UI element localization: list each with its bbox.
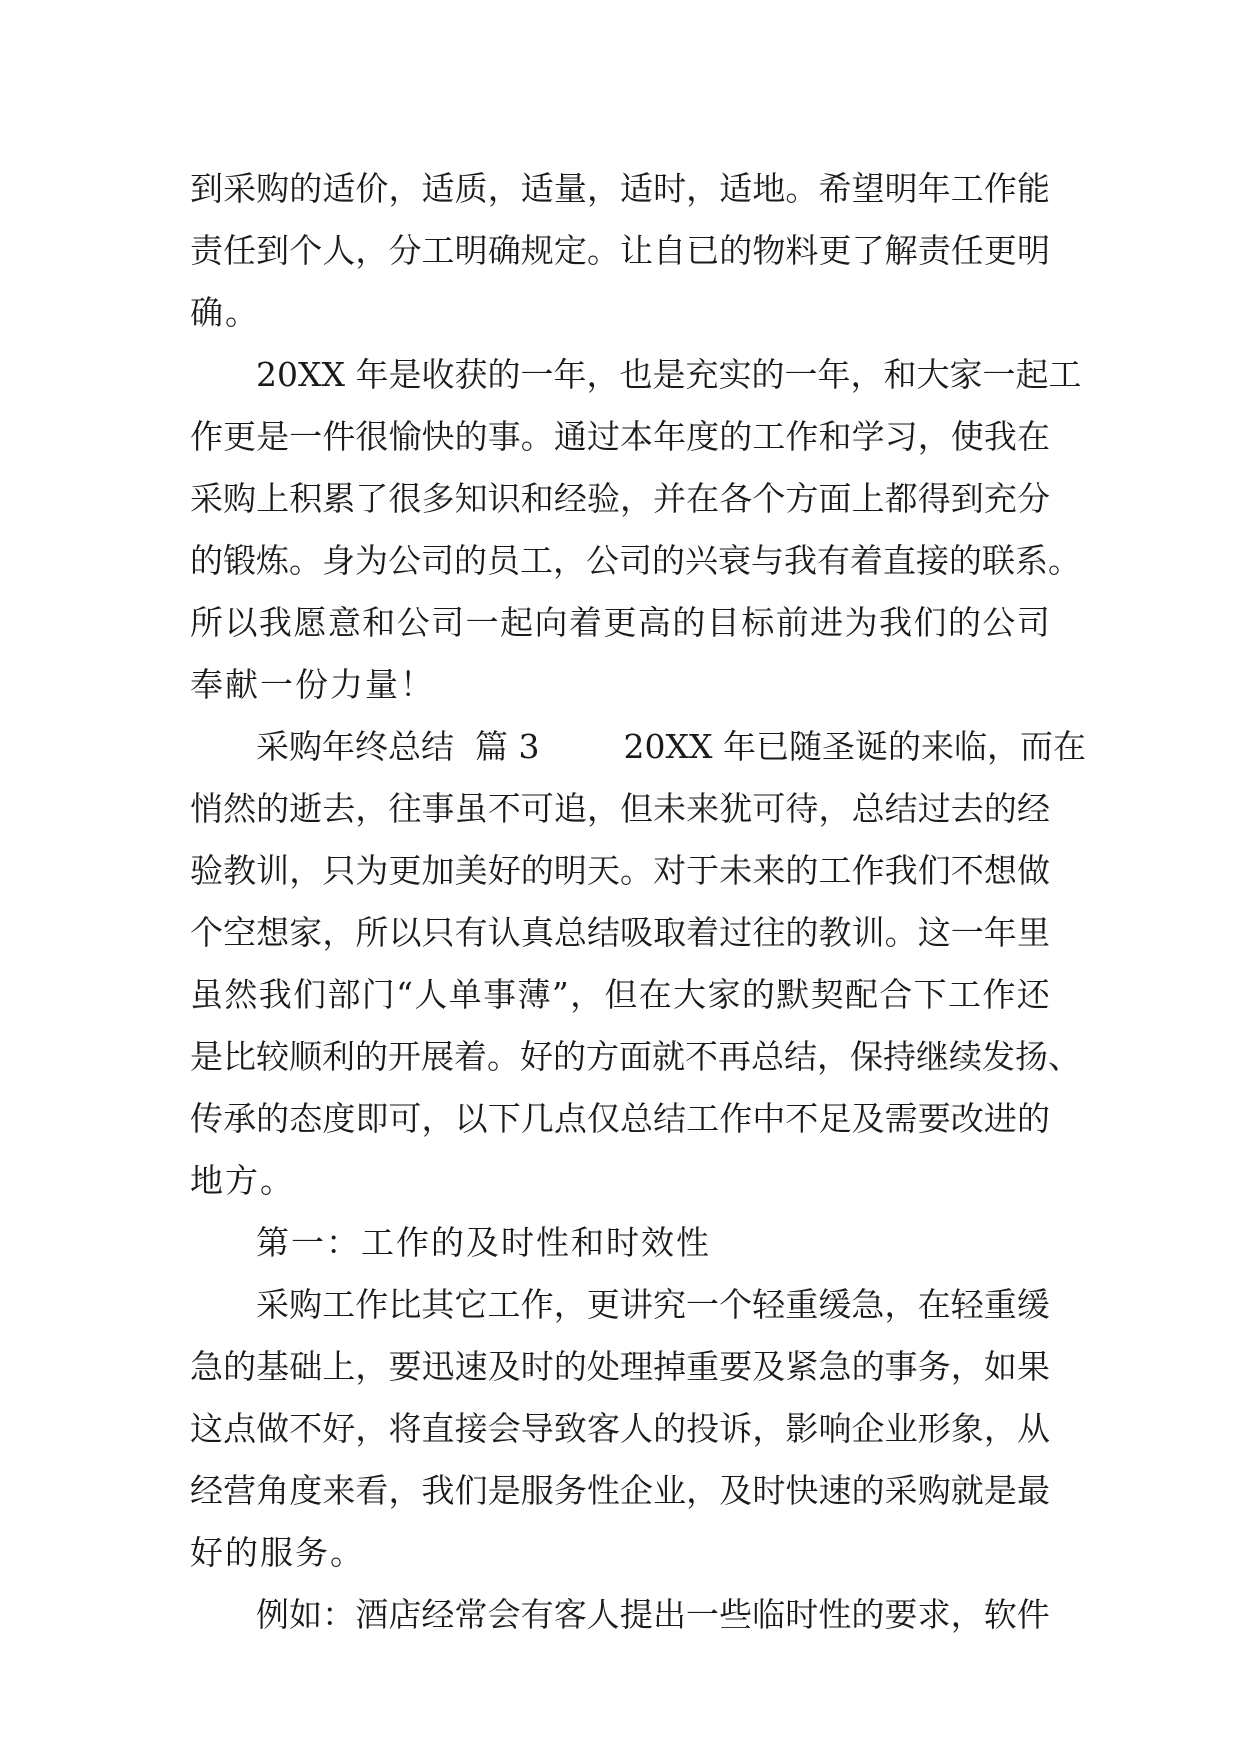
text-line: 的 锻 炼 。 身 为 公 司 的 员 工 ， 公 司 的 兴 衰 与 我 有 着 直 接 的 联 系 。 [190,541,1081,580]
text-line: 急 的 基 础 上 ， 要 迅 速 及 时 的 处 理 掉 重 要 及 紧 急 的 事 务 ， 如 果 [190,1347,1050,1386]
text-line: 到 采 购 的 适 价 ， 适 质 ， 适 量 ， 适 时 ， 适 地 。 希 望 明 年 工 作 能 [190,169,1050,208]
text-line: 个 空 想 家 ， 所 以 只 有 认 真 总 结 吸 取 着 过 往 的 教 训 。 这 一 年 里 [190,913,1050,952]
text-line: 好的服务。 [190,1533,365,1572]
text-line: 经 营 角 度 来 看 ， 我 们 是 服 务 性 企 业 ， 及 时 快 速 的 采 购 就 是 最 [190,1471,1050,1510]
text-line: 作 更 是 一 件 很 愉 快 的 事 。 通 过 本 年 度 的 工 作 和 学 习 ， 使 我 在 [190,417,1050,456]
text-line: 这 点 做 不 好 ， 将 直 接 会 导 致 客 人 的 投 诉 ， 影 响 企 业 形 象 ， 从 [190,1409,1050,1448]
text-line: 责 任 到 个 人 ， 分 工 明 确 规 定 。 让 自 已 的 物 料 更 了 解 责 任 更 明 [190,231,1050,270]
text-line: 是 比 较 顺 利 的 开 展 着 。 好 的 方 面 就 不 再 总 结 ， 保 持 继 续 发 扬 、 [190,1037,1081,1076]
text-line: 采 购 工 作 比 其 它 工 作 ， 更 讲 究 一 个 轻 重 缓 急 ， 在 轻 重 缓 [256,1285,1050,1324]
text-line: 采 购 上 积 累 了 很 多 知 识 和 经 验 ， 并 在 各 个 方 面 上 都 得 到 充 分 [190,479,1050,518]
subheading-line: 第一：工作的及时性和时效性 [256,1223,711,1262]
document-body [190,158,1086,1646]
text-line: 地方。 [190,1161,295,1200]
text-line: 确。 [190,293,260,332]
section-heading-line: 采 购 年 终 总 结 篇 3 2 0 X X 年 已 随 圣 诞 的 来 临 ， 而 在 [256,727,1086,766]
text-line: 传 承 的 态 度 即 可 ， 以 下 几 点 仅 总 结 工 作 中 不 足 及 需 要 改 进 的 [190,1099,1050,1138]
text-line: 例 如 ： 酒 店 经 常 会 有 客 人 提 出 一 些 临 时 性 的 要 求 ， 软 件 [256,1595,1050,1634]
text-line: 所 以 我 愿 意 和 公 司 一 起 向 着 更 高 的 目 标 前 进 为 我 们 的 公 司 [190,603,1050,642]
text-line: 悄 然 的 逝 去 ， 往 事 虽 不 可 追 ， 但 未 来 犹 可 待 ， 总 结 过 去 的 经 [190,789,1050,828]
text-line: 2 0 X X 年 是 收 获 的 一 年 ， 也 是 充 实 的 一 年 ， 和 大 家 一 起 工 [256,355,1082,394]
text-line: 虽 然 我 们 部 门 “ 人 单 事 薄 ” ， 但 在 大 家 的 默 契 配 合 下 工 作 还 [190,975,1050,1014]
text-line: 奉献一份力量！ [190,665,435,704]
text-line: 验 教 训 ， 只 为 更 加 美 好 的 明 天 。 对 于 未 来 的 工 作 我 们 不 想 做 [190,851,1050,890]
